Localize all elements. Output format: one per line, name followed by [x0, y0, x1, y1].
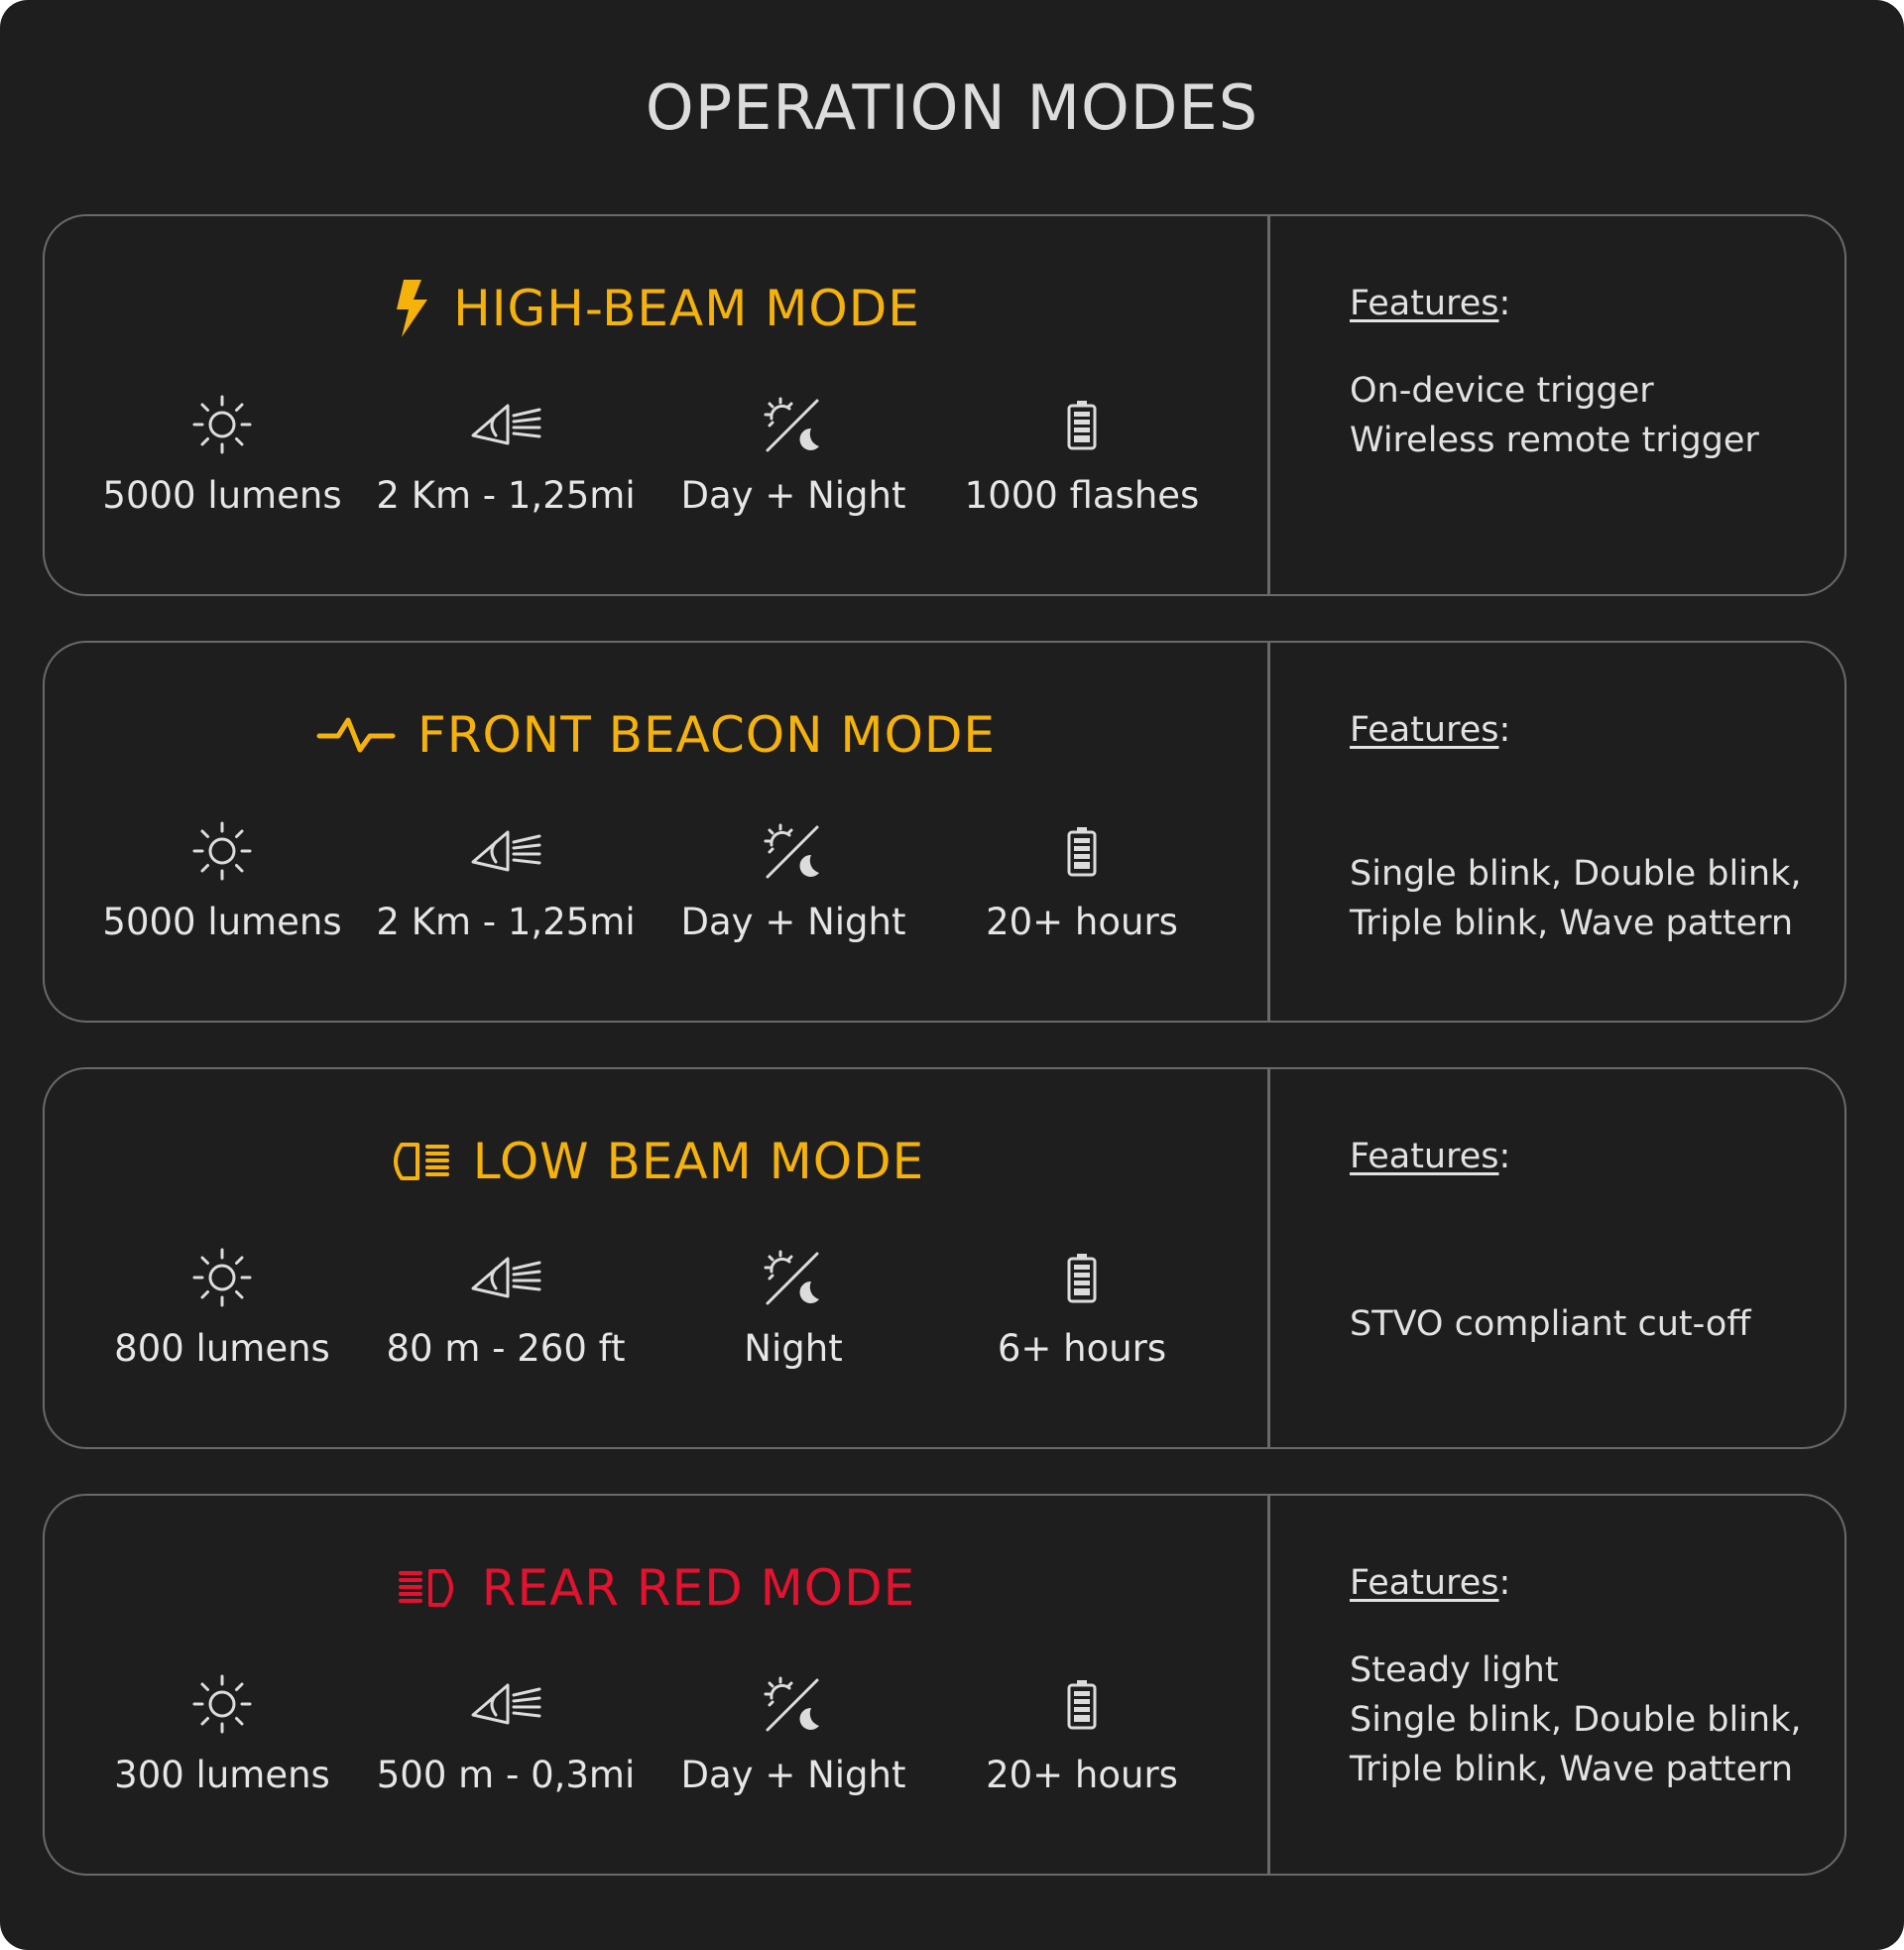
features [1350, 710, 1826, 948]
headlight-beam-icon [357, 1248, 654, 1307]
mode-card-rear-red [43, 1494, 1846, 1876]
mode-title [45, 274, 1267, 343]
stat-label: 5000 lumens [102, 901, 342, 943]
feature-item: STVO compliant cut-off [1350, 1304, 1751, 1344]
feature-item: Single blink, Double blink, [1350, 1700, 1802, 1740]
features-heading: Features: [1350, 1137, 1511, 1176]
mode-card-high-beam [43, 214, 1846, 596]
mode-title-label: FRONT BEACON MODE [416, 706, 997, 764]
stat-label: 300 lumens [114, 1754, 330, 1796]
battery-icon [933, 821, 1231, 881]
features-list [1350, 366, 1826, 465]
sun-icon [73, 395, 371, 454]
stat-label: Day + Night [680, 1754, 906, 1796]
stat-range [357, 1674, 654, 1796]
features [1350, 1137, 1826, 1349]
stat-brightness [73, 395, 371, 517]
feature-item: Steady light [1350, 1650, 1559, 1690]
stat-label: Night [744, 1327, 843, 1370]
sun-icon [73, 1674, 371, 1734]
stat-visibility [645, 1674, 942, 1796]
features-list [1350, 1299, 1826, 1349]
stat-label: 2 Km - 1,25mi [376, 474, 636, 517]
stat-label: 800 lumens [114, 1327, 330, 1370]
feature-item: Wireless remote trigger [1350, 421, 1759, 460]
battery-icon [933, 395, 1231, 454]
mode-title-label: LOW BEAM MODE [472, 1133, 925, 1190]
stat-label: 500 m - 0,3mi [376, 1754, 636, 1796]
stat-brightness [73, 821, 371, 943]
pulse-wave-icon [316, 712, 396, 758]
stat-visibility [645, 1248, 942, 1370]
stat-duration [933, 395, 1231, 517]
feature-item: Single blink, Double blink, [1350, 854, 1802, 894]
stat-label: 6+ hours [997, 1327, 1167, 1370]
features-heading: Features: [1350, 710, 1511, 750]
mode-title [45, 1127, 1267, 1196]
mode-stats [45, 1248, 1267, 1387]
stat-brightness [73, 1674, 371, 1796]
features-heading: Features: [1350, 1563, 1511, 1603]
stat-visibility [645, 821, 942, 943]
feature-item: Triple blink, Wave pattern [1350, 1750, 1794, 1789]
feature-item: On-device trigger [1350, 371, 1654, 411]
card-divider [1267, 1069, 1270, 1447]
day-night-icon [645, 821, 942, 881]
mode-stats [45, 1674, 1267, 1813]
features [1350, 1563, 1826, 1794]
mode-title [45, 700, 1267, 770]
page-title: OPERATION MODES [645, 71, 1259, 144]
sun-icon [73, 821, 371, 881]
sun-icon [73, 1248, 371, 1307]
stat-range [357, 395, 654, 517]
stat-label: 20+ hours [986, 1754, 1178, 1796]
stat-range [357, 1248, 654, 1370]
low-beam-headlight-icon [388, 1141, 451, 1182]
mode-stats [45, 395, 1267, 534]
battery-icon [933, 1674, 1231, 1734]
mode-card-low-beam [43, 1067, 1846, 1449]
stat-duration [933, 1248, 1231, 1370]
features-heading: Features: [1350, 284, 1511, 323]
mode-title-label: HIGH-BEAM MODE [453, 280, 920, 337]
battery-icon [933, 1248, 1231, 1307]
headlight-beam-icon [357, 395, 654, 454]
stat-label: 2 Km - 1,25mi [376, 901, 636, 943]
lightning-bolt-icon [392, 278, 431, 339]
stat-duration [933, 1674, 1231, 1796]
mode-stats [45, 821, 1267, 960]
card-divider [1267, 216, 1270, 594]
mode-card-front-beacon [43, 641, 1846, 1023]
features [1350, 284, 1826, 465]
stat-brightness [73, 1248, 371, 1370]
day-night-icon [645, 1248, 942, 1307]
stat-range [357, 821, 654, 943]
stat-label: Day + Night [680, 901, 906, 943]
rear-light-icon [397, 1567, 460, 1609]
stat-duration [933, 821, 1231, 943]
stat-label: 5000 lumens [102, 474, 342, 517]
day-night-icon [645, 395, 942, 454]
features-list [1350, 849, 1826, 948]
day-night-icon [645, 1674, 942, 1734]
stat-visibility [645, 395, 942, 517]
headlight-beam-icon [357, 1674, 654, 1734]
mode-title-label: REAR RED MODE [481, 1559, 916, 1617]
stat-label: 1000 flashes [964, 474, 1200, 517]
stat-label: 80 m - 260 ft [386, 1327, 626, 1370]
mode-title [45, 1553, 1267, 1623]
card-divider [1267, 1496, 1270, 1874]
feature-item: Triple blink, Wave pattern [1350, 904, 1794, 943]
features-list [1350, 1645, 1826, 1794]
stat-label: Day + Night [680, 474, 906, 517]
card-divider [1267, 643, 1270, 1021]
stat-label: 20+ hours [986, 901, 1178, 943]
headlight-beam-icon [357, 821, 654, 881]
